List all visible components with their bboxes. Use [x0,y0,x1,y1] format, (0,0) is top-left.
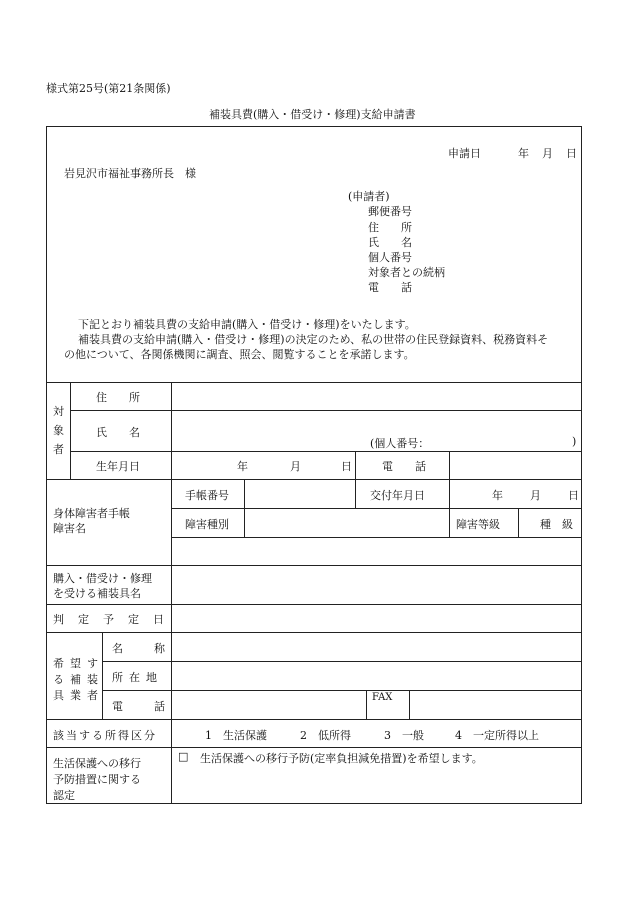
vendor-phone-label: 電 話 [112,700,175,713]
applicant-heading: (申請者) [348,190,390,203]
vendor-fax-label: FAX [372,692,393,703]
application-date-day: 日 [566,147,577,160]
transition-label-line1: 生活保護への移行 [53,757,141,770]
subject-mynumber-close: ) [572,435,577,448]
form-title: 補装具費(購入・借受け・修理)支給申請書 [209,108,416,121]
device-label-line1: 購入・借受け・修理 [53,572,152,585]
device-label-line2: を受ける補装具名 [53,587,141,600]
transition-label-line2: 予防措置に関する [53,773,141,786]
transition-checkbox[interactable]: □ [178,750,189,763]
statement-line-1: 下記とおり補装具費の支給申請(購入・借受け・修理)をいたします。 [78,318,416,331]
applicant-phone: 電 話 [368,281,412,294]
applicant-postal-code: 郵便番号 [368,205,412,218]
subject-name-label: 氏 名 [96,426,140,439]
applicant-relationship: 対象者との続柄 [368,266,445,279]
disability-name-field[interactable] [172,538,581,564]
vendor-fax-field[interactable] [410,691,581,718]
vendor-location-field[interactable] [172,662,581,689]
vendor-location-label: 所在地 [112,671,163,684]
vendor-label-1: 希望す [53,657,104,670]
subject-label-2: 象 [53,424,64,437]
application-date-label: 申請日 [448,147,481,160]
income-option-3[interactable]: 3 一般 [384,729,424,742]
income-option-4[interactable]: 4 一定所得以上 [455,729,539,742]
applicant-name: 氏 名 [368,236,412,249]
disability-label-line1: 身体障害者手帳 [53,507,130,520]
disability-type-field[interactable] [245,509,448,536]
notebook-number-field[interactable] [245,480,354,507]
applicant-mynumber: 個人番号 [368,251,412,264]
income-option-2[interactable]: 2 低所得 [300,729,351,742]
transition-text: 生活保護への移行予防(定率負担減免措置)を希望します。 [200,752,483,765]
vendor-phone-field[interactable] [172,691,365,718]
subject-mynumber-field[interactable] [440,434,568,450]
addressee: 岩見沢市福祉事務所長 様 [64,167,196,180]
subject-address-label: 住 所 [96,391,140,404]
device-field[interactable] [172,566,581,603]
disability-type-label: 障害種別 [185,518,229,531]
income-label: 該当する所得区分 [53,729,157,742]
issue-month: 月 [530,489,541,502]
applicant-address: 住 所 [368,221,412,234]
issue-year: 年 [492,489,503,502]
subject-address-field[interactable] [172,383,581,409]
subject-name-field[interactable] [172,411,581,433]
subject-phone-label: 電 話 [382,460,426,473]
subject-birth-year: 年 [237,460,248,473]
subject-phone-field[interactable] [450,452,581,478]
issue-day: 日 [568,489,579,502]
form-number: 様式第25号(第21条関係) [46,82,171,95]
subject-birth-day: 日 [341,460,352,473]
issue-date-label: 交付年月日 [370,489,425,502]
vendor-name-label: 名 称 [112,642,175,655]
income-option-1[interactable]: 1 生活保護 [205,729,267,742]
application-date-month: 月 [542,147,553,160]
subject-birth-label: 生年月日 [96,460,140,473]
judgment-date-label: 判定予定日 [53,613,178,626]
disability-label-line2: 障害名 [53,522,86,535]
subject-label-1: 対 [53,405,64,418]
vendor-label-2: る補装 [53,673,104,686]
notebook-number-label: 手帳番号 [185,489,229,502]
subject-mynumber-open: (個人番号： [370,437,430,450]
subject-birth-month: 月 [290,460,301,473]
statement-line-2: 補装具費の支給申請(購入・借受け・修理)の決定のため、私の世帯の住民登録資料、税務資料そ [78,333,549,346]
judgment-date-field[interactable] [172,605,581,631]
statement-line-3: の他について、各関係機関に調査、照会、閲覧することを承諾します。 [64,348,415,361]
application-date-year: 年 [518,147,529,160]
vendor-label-3: 具業者 [53,689,104,702]
disability-grade-unit: 種 級 [540,518,573,531]
transition-label-line3: 認定 [53,789,75,802]
disability-grade-label: 障害等級 [456,518,500,531]
subject-label-3: 者 [53,443,64,456]
vendor-name-field[interactable] [172,633,581,660]
